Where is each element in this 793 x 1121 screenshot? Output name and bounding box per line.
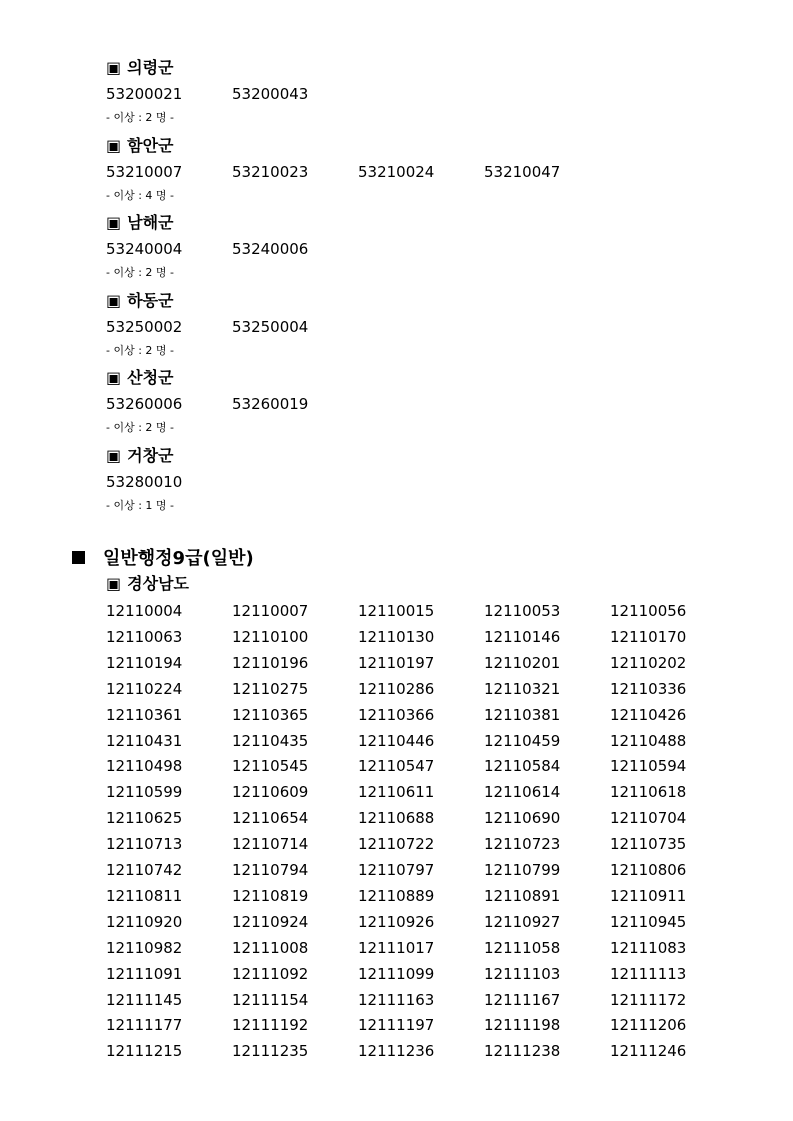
candidate-number: 12110007 [232,602,309,620]
candidate-number: 53280010 [106,473,183,491]
candidate-number: 53260006 [106,395,183,414]
count-label: - 이상 : 2 명 - [106,343,175,357]
box-bullet-icon: ▣ [106,446,122,465]
count-label: - 이상 : 1 명 - [106,499,175,512]
candidate-number: 12110742 [106,861,183,879]
candidate-number: 12110819 [232,886,309,905]
candidate-number: 12110618 [610,783,687,802]
candidate-number: 12110924 [232,912,309,931]
candidate-number: 12110004 [106,602,183,620]
candidate-number: 12110366 [358,705,435,724]
candidate-number: 12110799 [484,861,561,879]
candidate-number: 12110100 [232,627,309,646]
candidate-number: 12110599 [106,783,183,802]
square-bullet-icon [72,551,85,564]
box-bullet-icon: ▣ [106,58,122,77]
candidate-number: 53250002 [106,317,183,336]
region-title [106,58,174,78]
candidate-number: 12111154 [232,990,309,1009]
region-title [106,368,174,388]
candidate-number: 53210023 [232,162,309,181]
section-title-text: 일반행정9급(일반) [103,548,254,569]
candidate-number: 12111238 [484,1042,561,1061]
candidate-number: 12110704 [610,809,687,828]
candidate-number: 12110945 [610,912,687,931]
candidate-number: 12110891 [484,886,561,905]
candidate-number: 12110197 [358,653,435,672]
candidate-number: 12110498 [106,757,183,776]
candidate-number: 12110426 [610,705,687,724]
candidate-number: 53240006 [232,240,309,259]
candidate-number: 12110275 [232,679,309,698]
candidate-number: 12110911 [610,886,687,905]
candidate-number: 12110982 [106,938,183,957]
candidate-number: 12110654 [232,809,309,828]
candidate-number: 53210024 [358,162,435,181]
box-bullet-icon: ▣ [106,290,122,310]
count-label: - 이상 : 2 명 - [106,111,175,124]
count-label: - 이상 : 2 명 - [106,421,175,435]
candidate-number: 12110594 [610,757,687,776]
candidate-number: 12110920 [106,912,183,931]
candidate-number: 12110609 [232,783,309,802]
region-title [106,446,174,466]
candidate-number: 12111198 [484,1016,561,1035]
candidate-number: 12110361 [106,705,183,724]
candidate-number: 53260019 [232,395,309,414]
candidate-number: 12110365 [232,705,309,724]
candidate-number: 12110806 [610,861,687,879]
candidate-number: 12111103 [484,964,561,983]
candidate-number: 53210007 [106,162,183,181]
candidate-number: 12110336 [610,679,687,698]
candidate-number: 12111167 [484,990,561,1009]
candidate-number: 12110723 [484,835,561,854]
candidate-number: 53200043 [232,85,309,103]
candidate-number: 12110614 [484,783,561,802]
region-name: 의령군 [127,58,174,77]
candidate-number: 12110714 [232,835,309,854]
candidate-number: 12110170 [610,627,687,646]
candidate-number: 12110446 [358,731,435,750]
candidate-number: 12110690 [484,809,561,828]
candidate-number: 12111099 [358,964,435,983]
candidate-number: 12110201 [484,653,561,672]
candidate-number: 12111215 [106,1042,183,1061]
candidate-number: 12111083 [610,938,687,957]
candidate-number: 12111206 [610,1016,687,1035]
candidate-number: 12110926 [358,912,435,931]
region-name: 남해군 [127,213,174,233]
candidate-number: 12111172 [610,990,687,1009]
candidate-number: 12110146 [484,627,561,646]
region-title [106,213,174,233]
candidate-number: 12110196 [232,653,309,672]
candidate-number: 12110611 [358,783,435,802]
candidate-number: 12111145 [106,990,183,1009]
candidate-number: 12110794 [232,861,309,879]
candidate-number: 12110811 [106,886,183,905]
candidate-number: 12110202 [610,653,687,672]
region-name: 산청군 [127,368,174,388]
box-bullet-icon: ▣ [106,135,122,155]
region-title [106,136,174,156]
candidate-number: 12111192 [232,1016,309,1035]
candidate-number: 12110459 [484,731,561,750]
candidate-number: 53240004 [106,240,183,259]
candidate-number: 12111017 [358,938,435,957]
candidate-number: 12110015 [358,602,435,620]
candidate-number: 12110063 [106,627,183,646]
candidate-number: 12111197 [358,1016,435,1035]
candidate-number: 12111235 [232,1042,309,1061]
candidate-number: 12111008 [232,938,309,957]
candidate-number: 12110625 [106,809,183,828]
candidate-number: 12110927 [484,912,561,931]
candidate-number: 12110431 [106,731,183,750]
candidate-number: 12110286 [358,679,435,698]
candidate-number: 12111091 [106,964,183,983]
candidate-number: 12111058 [484,938,561,957]
candidate-number: 12111177 [106,1016,183,1035]
candidate-number: 12110688 [358,809,435,828]
candidate-number: 12110547 [358,757,435,776]
candidate-number: 12110545 [232,757,309,776]
candidate-number: 53210047 [484,162,561,181]
candidate-number: 12110735 [610,835,687,854]
count-label: - 이상 : 2 명 - [106,266,175,280]
candidate-number: 12110435 [232,731,309,750]
candidate-number: 12110722 [358,835,435,854]
region-name: 하동군 [127,290,174,310]
candidate-number: 12111246 [610,1042,687,1061]
candidate-number: 12111113 [610,964,687,983]
candidate-number: 53200021 [106,85,183,103]
candidate-number: 12110488 [610,731,687,750]
region-name: 거창군 [127,446,174,465]
box-bullet-icon: ▣ [106,368,122,388]
candidate-number: 12110130 [358,627,435,646]
candidate-number: 12110889 [358,886,435,905]
candidate-number: 12110321 [484,679,561,698]
section-heading [72,547,254,571]
candidate-number: 12110056 [610,602,687,620]
region-name: 함안군 [127,135,174,155]
candidate-number: 12110224 [106,679,183,698]
candidate-number: 12111092 [232,964,309,983]
section-region-title [106,574,189,594]
candidate-number: 12110381 [484,705,561,724]
candidate-number: 12110797 [358,861,435,879]
candidate-number: 53250004 [232,317,309,336]
candidate-number: 12110584 [484,757,561,776]
candidate-number: 12110053 [484,602,561,620]
section-region-name: 경상남도 [127,574,189,593]
region-title [106,291,174,311]
candidate-number: 12111163 [358,990,435,1009]
box-bullet-icon: ▣ [106,574,122,593]
count-label: - 이상 : 4 명 - [106,188,175,202]
candidate-number: 12110194 [106,653,183,672]
candidate-number: 12111236 [358,1042,435,1061]
box-bullet-icon: ▣ [106,213,122,233]
candidate-number: 12110713 [106,835,183,854]
